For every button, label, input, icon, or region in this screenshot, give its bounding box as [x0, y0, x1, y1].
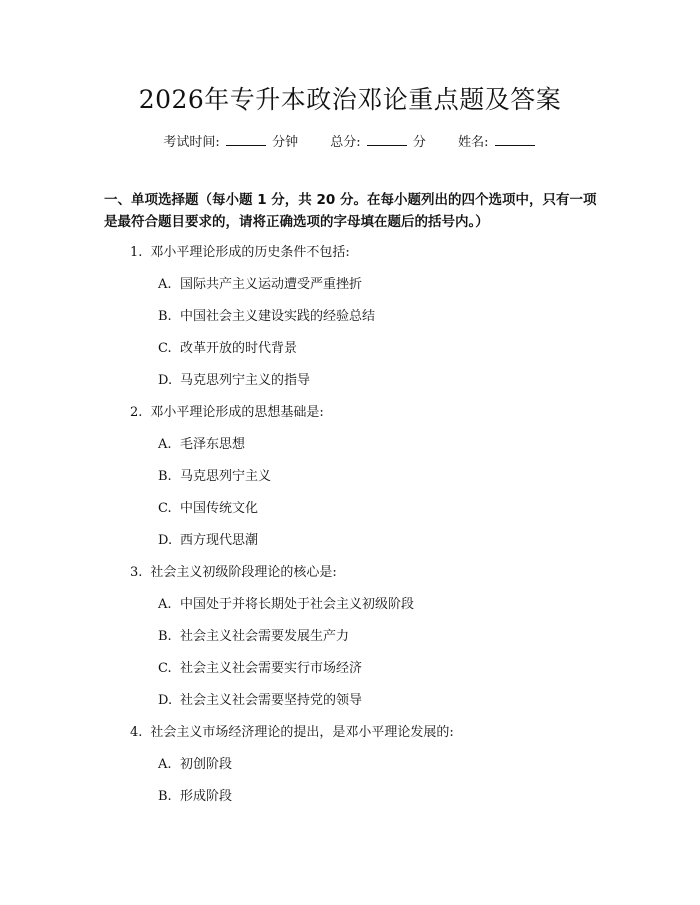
option-letter: B.: [158, 789, 172, 804]
question-number: 1.: [130, 245, 143, 260]
option-b: [0, 786, 700, 818]
option-text: 中国处于并将长期处于社会主义初级阶段: [180, 597, 415, 612]
option-a: [0, 274, 700, 306]
option-c: [0, 498, 700, 530]
option-letter: A.: [158, 757, 172, 772]
option-c: [0, 658, 700, 690]
option-letter: A.: [158, 597, 172, 612]
option-text: 社会主义社会需要实行市场经济: [180, 661, 363, 676]
section-heading: 一、单项选择题（每小题 1 分，共 20 分。在每小题列出的四个选项中，只有一项是最符合题目要求的，请将正确选项的字母填在题后的括号内。）: [104, 192, 597, 230]
option-text: 国际共产主义运动遭受严重挫折: [180, 277, 363, 292]
option-letter: C.: [158, 501, 172, 516]
option-text: 毛泽东思想: [180, 437, 246, 452]
option-letter: A.: [158, 277, 172, 292]
exam-time-field: [163, 131, 298, 150]
option-text: 中国社会主义建设实践的经验总结: [180, 309, 376, 324]
question-number: 3.: [130, 565, 143, 580]
option-d: [0, 530, 700, 562]
question-2: [0, 402, 700, 562]
option-d: [0, 370, 700, 402]
option-letter: B.: [158, 629, 172, 644]
question-stem: [0, 722, 700, 754]
option-letter: B.: [158, 309, 172, 324]
total-score-field: [330, 131, 426, 150]
option-c: [0, 338, 700, 370]
question-1: [0, 242, 700, 402]
name-field: [458, 131, 537, 150]
question-text: 邓小平理论形成的历史条件不包括:: [150, 245, 350, 260]
total-score-blank: [367, 135, 407, 146]
question-text: 邓小平理论形成的思想基础是:: [150, 405, 324, 420]
question-stem: [0, 562, 700, 594]
total-score-label: 总分:: [330, 135, 361, 150]
option-text: 形成阶段: [180, 789, 233, 804]
option-d: [0, 690, 700, 722]
question-text: 社会主义市场经济理论的提出，是邓小平理论发展的:: [150, 725, 454, 740]
question-number: 4.: [130, 725, 143, 740]
question-stem: [0, 402, 700, 434]
option-letter: D.: [158, 373, 173, 388]
option-letter: D.: [158, 693, 173, 708]
exam-info-line: [0, 131, 700, 150]
option-text: 社会主义社会需要坚持党的领导: [180, 693, 363, 708]
option-letter: D.: [158, 533, 173, 548]
option-b: [0, 626, 700, 658]
option-b: [0, 306, 700, 338]
question-list: [0, 242, 700, 818]
total-score-unit: 分: [412, 135, 426, 150]
option-text: 马克思列宁主义: [180, 469, 272, 484]
name-blank: [495, 135, 535, 146]
option-a: [0, 434, 700, 466]
option-letter: A.: [158, 437, 172, 452]
exam-time-label: 考试时间:: [163, 135, 220, 150]
question-number: 2.: [130, 405, 143, 420]
option-b: [0, 466, 700, 498]
exam-time-blank: [226, 135, 266, 146]
name-label: 姓名:: [458, 135, 489, 150]
question-text: 社会主义初级阶段理论的核心是:: [150, 565, 337, 580]
option-letter: C.: [158, 341, 172, 356]
option-letter: B.: [158, 469, 172, 484]
option-text: 改革开放的时代背景: [180, 341, 298, 356]
option-text: 马克思列宁主义的指导: [180, 373, 311, 388]
option-a: [0, 594, 700, 626]
option-text: 初创阶段: [180, 757, 233, 772]
option-text: 西方现代思潮: [180, 533, 259, 548]
question-stem: [0, 242, 700, 274]
exam-time-unit: 分钟: [272, 135, 299, 150]
option-letter: C.: [158, 661, 172, 676]
option-text: 社会主义社会需要发展生产力: [180, 629, 350, 644]
question-3: [0, 562, 700, 722]
page-title: 2026年专升本政治邓论重点题及答案: [138, 85, 562, 114]
option-text: 中国传统文化: [180, 501, 259, 516]
question-4: [0, 722, 700, 818]
option-a: [0, 754, 700, 786]
